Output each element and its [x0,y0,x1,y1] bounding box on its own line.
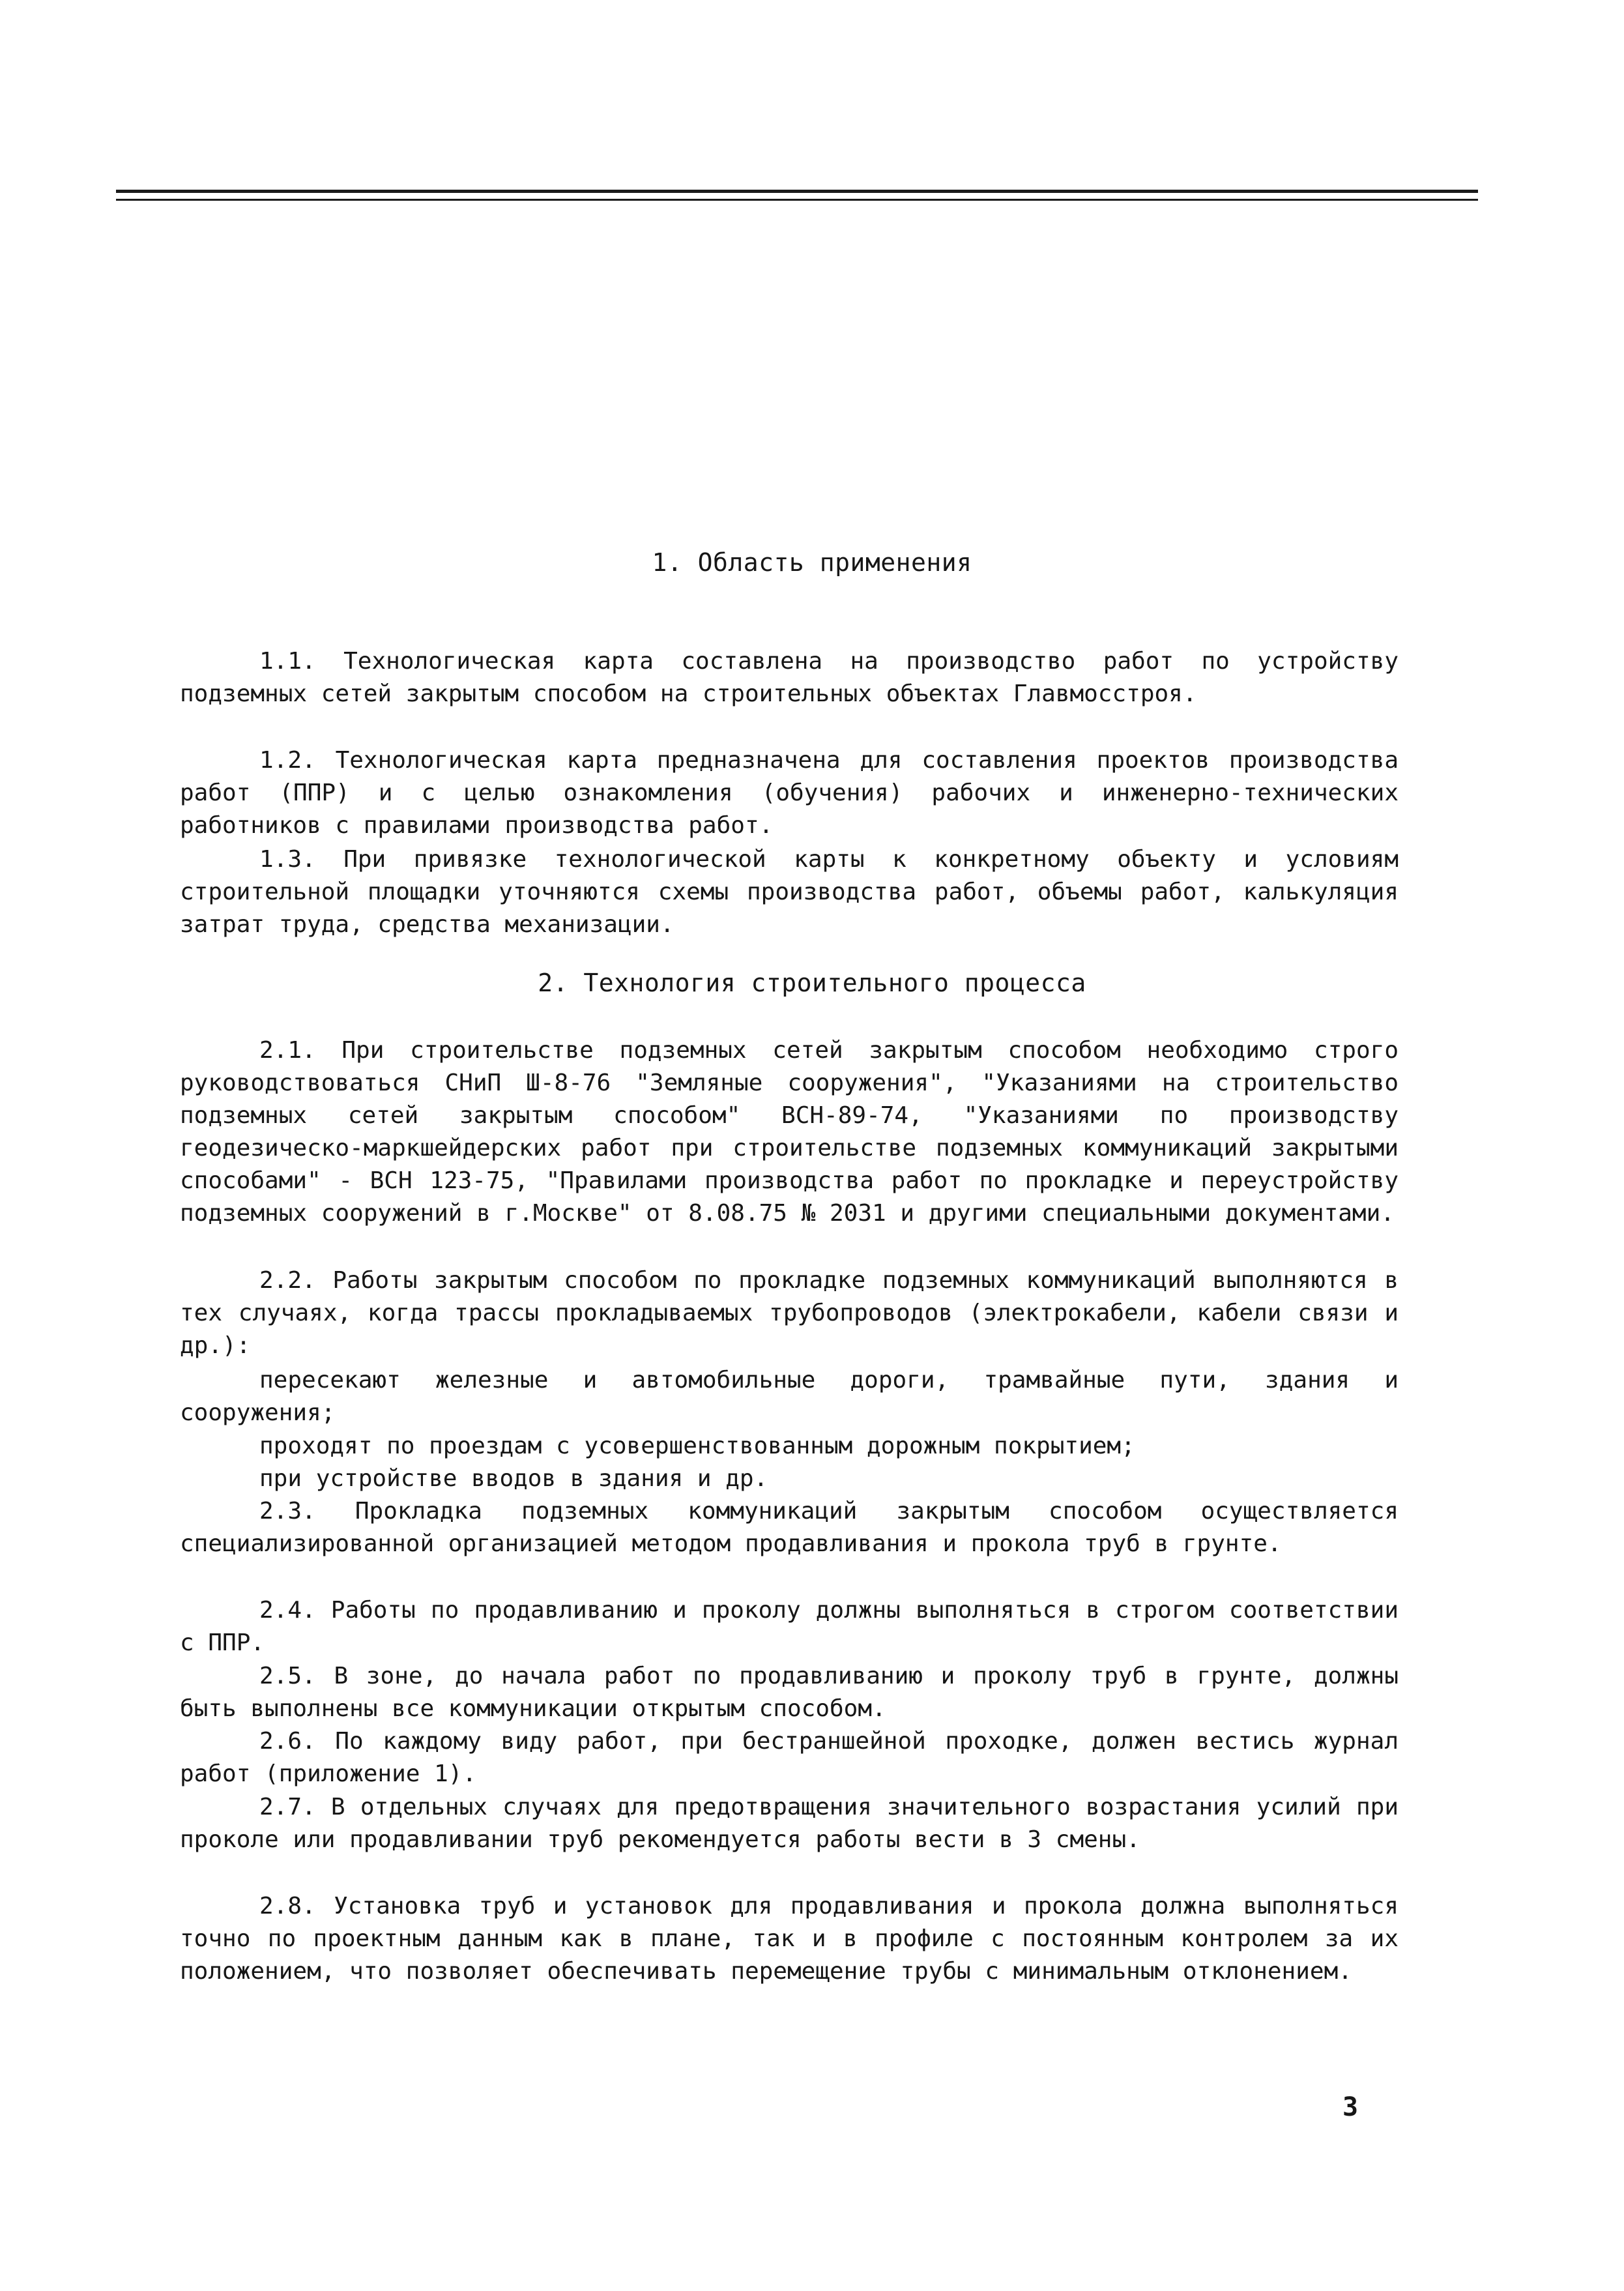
list-item-2-2-b: проходят по проездам с усовершенствованным дорожным покрытием; [259,1433,1135,1459]
paragraph-1-2: 1.2. Технологическая карта предназначена для составления проектов производства работ (ППР) и с целью ознакомления (обучения) рабочих и инженерно-технических работников с правилами производства работ. [180,747,1399,839]
page-number: 3 [1342,2092,1359,2122]
section-2-title: 2. Технология строительного процесса [538,969,1086,997]
paragraph-2-2: 2.2. Работы закрытым способом по прокладке подземных коммуникаций выполняются в тех случаях, когда трассы прокладываемых трубопроводов (электрокабели, кабели связи и др.): [180,1267,1399,1359]
paragraph-2-8: 2.8. Установка труб и установок для продавливания и прокола должна выполняться точно по проектным данным как в плане, так и в профиле с постоянным контролем за их положением, что позволяет обеспечивать перемещение трубы с минимальным отклонением. [180,1893,1399,1985]
paragraph-2-1: 2.1. При строительстве подземных сетей закрытым способом необходимо строго руководствоваться СНиП Ш-8-76 "Земляные сооружения", "Указаниями на строительство подземных сетей закрытым способом" ВСН-89-74, "Указаниями по производству геодезическо-маркшейдерских работ при строительстве подземных коммуникаций закрытыми способами" - ВСН 123-75, "Правилами производства работ по прокладке и переустройству подземных сооружений в г.Москве" от 8.08.75 № 2031 и другими специальными документами. [180,1037,1399,1227]
list-item-2-2-c: при устройстве вводов в здания и др. [259,1465,768,1492]
paragraph-2-3: 2.3. Прокладка подземных коммуникаций закрытым способом осуществляется специализированной организацией методом продавливания и прокола труб в грунте. [180,1498,1399,1557]
paragraph-2-4: 2.4. Работы по продавливанию и проколу должны выполняться в строгом соответствии с ППР. [180,1597,1399,1656]
paragraph-2-5: 2.5. В зоне, до начала работ по продавливанию и проколу труб в грунте, должны быть выполнены все коммуникации открытым способом. [180,1663,1399,1722]
paragraph-1-1: 1.1. Технологическая карта составлена на производство работ по устройству подземных сетей закрытым способом на строительных объектах Главмосстроя. [180,648,1399,707]
paragraph-2-7: 2.7. В отдельных случаях для предотвращения значительного возрастания усилий при проколе или продавливании труб рекомендуется работы вести в 3 смены. [180,1794,1399,1853]
paragraph-1-3: 1.3. При привязке технологической карты к конкретному объекту и условиям строительной площадки уточняются схемы производства работ, объемы работ, калькуляция затрат труда, средства механизации. [180,846,1399,938]
section-1-title: 1. Область применения [652,548,972,577]
header-rule-thick [116,190,1478,193]
header-rule-thin [116,199,1478,201]
paragraph-2-6: 2.6. По каждому виду работ, при бестраншейной проходке, должен вестись журнал работ (приложение 1). [180,1728,1399,1787]
list-item-2-2-a: пересекают железные и автомобильные дороги, трамвайные пути, здания и сооружения; [180,1367,1399,1426]
